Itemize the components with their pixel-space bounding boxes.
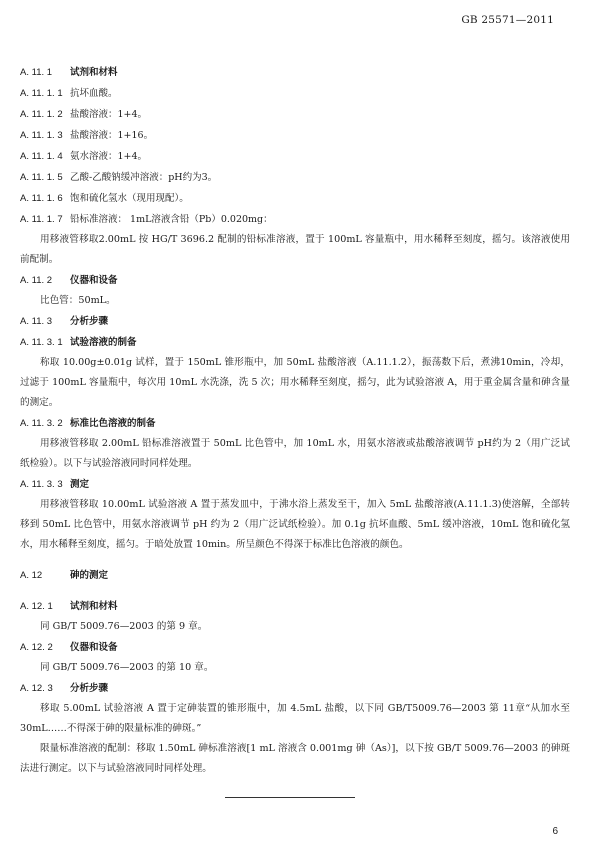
clause-item xyxy=(20,167,570,188)
clause-text: 铅标准溶液： 1mL溶液含铅（Pb）0.020mg： xyxy=(70,214,273,225)
section-heading xyxy=(20,311,570,332)
section-title: 仪器和设备 xyxy=(70,275,118,286)
clause-number: A. 11. 1. 1 xyxy=(20,88,63,99)
section-heading xyxy=(20,637,570,658)
section-title: 分析步骤 xyxy=(70,683,109,694)
body-paragraph: 称取 10.00g±0.01g 试样，置于 150mL 锥形瓶中，加 50mL 盐酸溶液（A.11.1.2），振荡数下后，煮沸10min，冷却，过滤于 100mL 容量瓶中，每次用 10mL 水洗涤，洗 5 次；用水稀释至刻度，摇匀，此为试验溶液 A，用于重金属含量和砷含量的测定。 xyxy=(20,357,570,408)
clause-number: A. 11. 1. 6 xyxy=(20,193,63,204)
section-title: 试剂和材料 xyxy=(70,67,118,78)
clause-text: 乙酸-乙酸钠缓冲溶液：pH约为3。 xyxy=(70,172,218,183)
clause-number: A. 12. 1 xyxy=(20,601,53,612)
section-heading xyxy=(20,474,570,495)
body-paragraph: 用移液管移取2.00mL 按 HG/T 3696.2 配制的铅标准溶液，置于 100mL 容量瓶中，用水稀释至刻度，摇匀。该溶液使用前配制。 xyxy=(20,234,570,265)
section-title: 砷的测定 xyxy=(70,570,109,581)
section-title: 仪器和设备 xyxy=(70,642,118,653)
footnote-rule xyxy=(225,797,355,798)
clause-text: 氨水溶液：1+4。 xyxy=(70,151,148,162)
clause-number: A. 11. 1. 4 xyxy=(20,151,63,162)
clause-text: 盐酸溶液：1+16。 xyxy=(70,130,154,141)
page-number: 6 xyxy=(552,826,558,837)
clause-number: A. 11. 3. 3 xyxy=(20,479,63,490)
clause-item xyxy=(20,146,570,167)
clause-item xyxy=(20,104,570,125)
clause-item xyxy=(20,125,570,146)
body-paragraph: 比色管：50mL。 xyxy=(40,295,116,306)
clause-item xyxy=(20,209,570,230)
clause-text: 抗坏血酸。 xyxy=(70,88,118,99)
clause-number: A. 11. 1. 5 xyxy=(20,172,63,183)
section-title: 标准比色溶液的制备 xyxy=(70,418,156,429)
clause-number: A. 11. 3. 1 xyxy=(20,337,63,348)
clause-number: A. 11. 3. 2 xyxy=(20,418,63,429)
section-heading xyxy=(20,62,570,83)
body-paragraph: 用移液管移取 10.00mL 试验溶液 A 置于蒸发皿中，于沸水浴上蒸发至干，加入 5mL 盐酸溶液(A.11.1.3)使溶解，全部转移到 50mL 比色管中，用氨水溶液调节 pH 约为 2（用广泛试纸检验）。加 0.1g 抗坏血酸、5mL 缓冲溶液，10mL 饱和硫化氢水，用水稀释至刻度，摇匀。于暗处放置 10min。所呈颜色不得深于标准比色溶液的颜色。 xyxy=(20,499,570,550)
body-paragraph: 限量标准溶液的配制：移取 1.50mL 砷标准溶液[1 mL 溶液含 0.001mg 砷（As）]，以下按 GB/T 5009.76—2003 的砷斑法进行测定。以下与试验溶液同时同样处理。 xyxy=(20,743,570,774)
section-title: 测定 xyxy=(70,479,90,490)
section-heading xyxy=(20,678,570,699)
body-paragraph: 用移液管移取 2.00mL 铅标准溶液置于 50mL 比色管中，加 10mL 水，用氨水溶液或盐酸溶液调节 pH约为 2（用广泛试纸检验）。以下与试验溶液同时同样处理。 xyxy=(20,438,570,469)
clause-number: A. 12. 3 xyxy=(20,683,53,694)
clause-item xyxy=(20,188,570,209)
document-body xyxy=(20,62,570,779)
clause-item xyxy=(20,83,570,104)
clause-number: A. 11. 1. 2 xyxy=(20,109,63,120)
clause-number: A. 11. 1. 7 xyxy=(20,214,63,225)
standard-number: GB 25571—2011 xyxy=(461,14,554,26)
section-heading xyxy=(20,270,570,291)
body-paragraph: 同 GB/T 5009.76—2003 的第 10 章。 xyxy=(40,662,214,673)
section-heading xyxy=(20,413,570,434)
clause-number: A. 11. 1 xyxy=(20,67,53,78)
section-title: 分析步骤 xyxy=(70,316,109,327)
section-title: 试剂和材料 xyxy=(70,601,118,612)
clause-number: A. 11. 1. 3 xyxy=(20,130,63,141)
body-paragraph: 移取 5.00mL 试验溶液 A 置于定砷装置的锥形瓶中，加 4.5mL 盐酸，以下同 GB/T5009.76—2003 第 11章“从加水至 30mL……不得深于砷的限量标准的砷斑。” xyxy=(20,703,570,734)
section-title: 试验溶液的制备 xyxy=(70,337,137,348)
clause-number: A. 11. 2 xyxy=(20,275,53,286)
body-paragraph: 同 GB/T 5009.76—2003 的第 9 章。 xyxy=(40,621,208,632)
clause-number: A. 12. 2 xyxy=(20,642,53,653)
clause-number: A. 12 xyxy=(20,570,43,581)
section-heading xyxy=(20,332,570,353)
clause-text: 饱和硫化氢水（现用现配）。 xyxy=(70,193,189,204)
clause-number: A. 11. 3 xyxy=(20,316,53,327)
section-heading xyxy=(20,596,570,617)
section-heading xyxy=(20,565,570,586)
clause-text: 盐酸溶液：1+4。 xyxy=(70,109,148,120)
